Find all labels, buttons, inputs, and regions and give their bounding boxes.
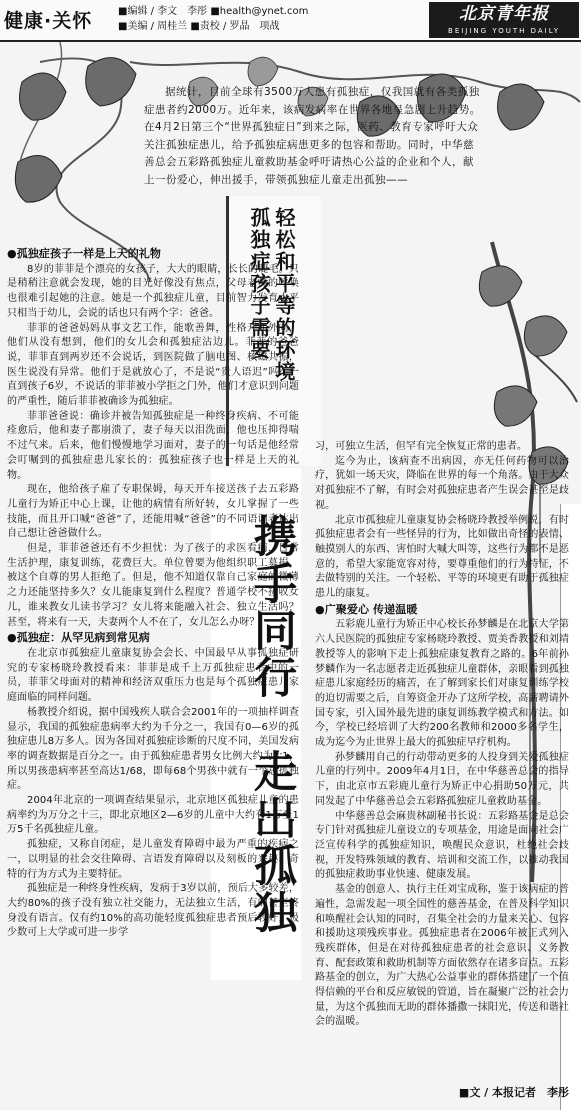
paragraph: 习，可独立生活，但罕有完全恢复正常的患者。	[315, 441, 528, 452]
subheadline-line-2: 孤独症孩子需要	[247, 207, 271, 361]
paragraph: 在北京市孤独症儿童康复协会会长、中国最早从事孤独症研究的专家杨晓玲教授看来：菲菲是成千上万孤独症患者中的一员，菲菲父母面对的精神和经济双重压力也是每个孤独症患儿家庭面临的同样问题。	[7, 647, 299, 704]
subheadline-line-1: 轻松和平等的环境	[272, 207, 296, 383]
paragraph: 8岁的菲菲是个漂亮的女孩子，大大的眼睛，长长的睫毛。只是稍稍注意就会发现，她的目光好像没有焦点，父母老师的呼唤也很难引起她的注意。她是一个孤独症儿童，目前智力发育水平只相当于幼儿，会说的话也只有两个字：爸爸。	[7, 263, 299, 319]
article-column-right	[315, 440, 569, 1030]
section-title: 健康·关怀	[4, 10, 93, 32]
paragraph: 菲菲爸爸说：确诊并被告知孤独症是一种终身疾病、不可能痊愈后，他和妻子都崩溃了，妻子每天以泪洗面，他也压抑得喘不过气来。后来，他们慢慢地学习面对，妻子的一句话是他经常会叮嘱到的孤独症患儿家长的：孤独症孩子也一样是上天的礼物。	[7, 410, 299, 481]
paragraph: 中华慈善总会麻贵林副秘书长说：五彩路基金是总会专门针对孤独症儿童设立的专项基金，用途是面向社会广泛宣传科学的孤独症知识，唤醒民众意识，杜绝社会歧视，开发特殊领域的教育、培训和交流工作，以推动我国的孤独症救助事业快速、健康发展。	[315, 810, 569, 881]
section-heading: ●广聚爱心 传递温暖	[315, 602, 418, 616]
paragraph: 孙梦麟用自己的行动带动更多的人投身到关爱孤独症儿童的行列中。2009年4月1日，在中华慈善总会的指导下，由北京市五彩鹿儿童行为矫正中心捐助50万元，共同发起了中华慈善总会五彩路孤独症儿童救助基金。	[315, 751, 569, 807]
newspaper-masthead	[429, 2, 579, 38]
article-intro: 据统计，目前全球有3500万人患有孤独症，仅我国就有各类孤独症患者约2000万。近年来，该病发病率在世界各地呈急剧上升趋势。在4月2日第三个“世界孤独症日”到来之际，医药、教育专家呼吁大众关注孤独症患儿，给予孤独症病患更多的包容和帮助。同时，中华慈善总会五彩路孤独症儿童救助基金呼吁请热心公益的企业和个人，献上一份爱心，伸出援手，带领孤独症儿童走出孤独——	[144, 86, 481, 186]
paragraph: 五彩鹿儿童行为矫正中心校长孙梦麟是在北京大学第六人民医院的孤独症专家杨晓玲教授、贾美香教授和刘靖教授等人的影响下走上孤独症康复教育之路的。6年前孙梦麟作为一名志愿者走近孤独症儿童群体，亲眼看到孤独症患儿家庭经历的痛苦，在了解到家长们对康复训练学校的迫切需要之后，自筹资金开办了这所学校，高薪聘请外国专家，引入国外最先进的康复训练教学模式和方法。如今，学校已经培训了大约200名教师和2000多名学生，成为迄今为止世界上最大的孤独症早疗机构。	[315, 619, 569, 749]
paragraph: 现在，他给孩子雇了专职保姆，每天开车接送孩子去五彩路儿童行为矫正中心上课，让他的病情有所好转，女儿掌握了一些技能，而且开口喊“爸爸”了，还能用喊“爸爸”的不同语调表达出自己想让爸爸做什么。	[7, 484, 299, 540]
paragraph: 但是，菲菲爸爸还有不少担忧：为了孩子的求医看病，日常生活护理，康复训练，花费巨大。单位曾要为他组织职工募捐，被这个自尊的男人拒绝了。但是，他不知道仅靠自己家庭的微薄之力还能坚持多久？女儿能康复到什么程度？普通学校不接收女儿，谁来教女儿读书学习？女儿将来能融入社会、独立生活吗？甚至，将来有一天，夫妻两个人不在了，女儿怎么办呀？	[7, 543, 299, 628]
section-heading: ●孤独症孩子一样是上天的礼物	[7, 247, 161, 260]
credits-line-1: ■编辑 / 李文 李彤 ■health@ynet.com	[118, 6, 309, 17]
paragraph: 迄今为止，该病查不出病因，亦无任何药物可以治疗，犹如一场天灾，降临在世界的每一个角落。由于大众对孤独症不了解，有时会对孤独症患者产生误会甚至是歧视。	[315, 455, 569, 511]
article-column-left	[7, 246, 299, 941]
author-byline: ■文 / 本报记者 李彤	[458, 1086, 569, 1099]
page-header	[0, 0, 581, 42]
editor-credits	[118, 4, 308, 34]
paragraph: 基金的创意人、执行主任刘宝成称，鉴于该病症的普遍性，急需发起一项全国性的慈善基金，在普及科学知识和唤醒社会认知的同时，召集全社会的力量来关心、包容和援助这项残疾事业。孤独症患者在2006年被正式列入残疾群体，但是在对待孤独症患者的社会意识、义务教育、配套政策和救助机制等方面依然存在诸多盲点。五彩路基金的创立，为广大热心公益事业的群体搭建了一个值得信赖的平台和反应敏锐的管道，旨在凝聚广泛的社会力量，为这个孤独而无助的群体播撒一抹阳光，传送和谐社会的温暖。	[315, 884, 569, 1028]
paragraph: 菲菲的爸爸妈妈从事文艺工作，能歌善舞，性格开朗外向，他们从没有想到，他们的女儿会和孤独症沾边儿。菲菲的爸爸说，菲菲直到两岁还不会说话，到医院做了脑电图、核磁共振，医生说没有异常。他们于是就放心了，不是说“贵人语迟”吗？一直到孩子6岁，不说话的菲菲被小学拒之门外，他们才意识到问题的严重性，随后菲菲被确诊为孤独症。	[7, 322, 299, 408]
credits-line-2: ■美编 / 周桂兰 ■责校 / 罗晶 项战	[118, 21, 280, 32]
section-heading: ●孤独症：从罕见病到常见病	[7, 631, 150, 645]
paragraph: 北京市孤独症儿童康复协会杨晓玲教授举例说，有时孤独症患者会有一些怪异的行为，比如做出奇怪的表情、触摸别人的东西、害怕时大喊大叫等，这些行为都不是恶意的，希望大家能宽容对待，要尊重他们的行为特征，不去做特别的关注。一个轻松、平等的环境更有助于孤独症患儿的康复。	[315, 514, 569, 600]
paragraph: 2004年北京的一项调查结果显示，北京地区孤独症儿童的患病率约为万分之十三，即北京地区2—6岁的儿童中大约有1万至1万5千名孤独症儿童。	[7, 795, 299, 836]
masthead-english: BEIJING YOUTH DAILY	[448, 27, 560, 35]
main-headline: 携手同行 走出孤独	[247, 514, 297, 937]
masthead-chinese: 北京青年报	[459, 4, 549, 24]
paragraph: 杨教授介绍说，据中国残疾人联合会2001年的一项抽样调查显示，我国的孤独症患病率大约为千分之一，我国有0—6岁的孤独症患儿8万多人。因为各国对孤独症诊断的尺度不同，美国发病率的调查数据是百分之一。由于孤独症患者男女比例大约为3∶1，所以男孩患病率甚至高达1/68，即每68个男孩中就有一个患孤独症。	[7, 706, 299, 792]
paragraph: 孤独症，又称自闭症，是儿童发育障碍中最为严重的疾病之一，以明显的社会交往障碍、言语发育障碍以及刻板的兴趣、奇特的行为方式为主要特征。	[7, 839, 299, 880]
paragraph: 孤独症是一种终身性疾病，发病于3岁以前，预后大多较差，大约80%的孩子没有独立社交能力，无法独立生活，有的甚至终身没有语言。仅有约10%的高功能轻度孤独症患者预后较好，极少数可上大学或可进一步学	[7, 883, 299, 939]
